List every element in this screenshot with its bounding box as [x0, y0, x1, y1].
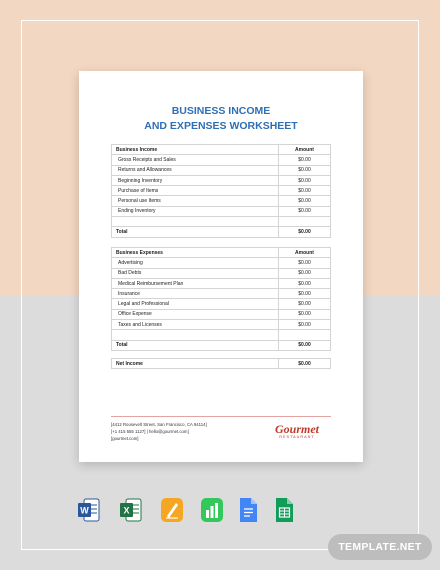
footer-address: [111, 421, 207, 443]
contact-line: [+1 415 555 1127] | hello@gourmet.com]: [111, 429, 189, 435]
income-table: [111, 144, 331, 238]
google-sheets-icon[interactable]: [274, 497, 296, 523]
row-amount: $0.00: [279, 299, 331, 309]
income-header-label: Business Income: [112, 145, 279, 155]
expenses-total-amount: $0.00: [279, 340, 331, 350]
row-amount: $0.00: [279, 320, 331, 330]
row-label: Office Expense: [112, 309, 279, 319]
logo-wordmark: Gourmet: [275, 422, 320, 436]
row-amount: $0.00: [279, 309, 331, 319]
empty-row: [112, 330, 331, 340]
row-label: Legal and Professional: [112, 299, 279, 309]
row-amount: $0.00: [279, 289, 331, 299]
row-amount: $0.00: [279, 155, 331, 165]
income-total-row: [112, 227, 331, 237]
row-label: Advertising: [112, 258, 279, 268]
row-label: Personal use Items: [112, 196, 279, 206]
row-amount: $0.00: [279, 206, 331, 216]
net-income-label: Net Income: [112, 359, 279, 369]
expenses-header-label: Business Expenses: [112, 248, 279, 258]
row-amount: $0.00: [279, 278, 331, 288]
expenses-total-label: Total: [112, 340, 279, 350]
table-row: [112, 206, 331, 216]
table-row: [112, 186, 331, 196]
table-row: [112, 258, 331, 268]
brand-label: TEMPLATE.NET: [338, 541, 422, 553]
logo-subtitle: RESTAURANT: [279, 435, 315, 439]
pages-icon[interactable]: [160, 497, 182, 523]
net-income-row: [112, 359, 331, 369]
row-label: Beginning Inventory: [112, 175, 279, 185]
gourmet-logo: [275, 423, 319, 440]
document-page: [79, 71, 363, 462]
table-row: [112, 155, 331, 165]
empty-row: [112, 217, 331, 227]
expenses-header-row: [112, 248, 331, 258]
website-line: [gourmet.com]: [111, 436, 139, 442]
row-amount: $0.00: [279, 186, 331, 196]
expenses-header-amount: Amount: [279, 248, 331, 258]
table-row: [112, 165, 331, 175]
table-row: [112, 320, 331, 330]
row-amount: $0.00: [279, 165, 331, 175]
row-label: Taxes and Licenses: [112, 320, 279, 330]
svg-text:X: X: [123, 505, 130, 516]
net-income-amount: $0.00: [279, 359, 331, 369]
income-header-amount: Amount: [279, 145, 331, 155]
income-total-amount: $0.00: [279, 227, 331, 237]
row-label: Returns and Allowances: [112, 165, 279, 175]
address-line: [4412 Roosevelt Street, San Francisco, CA 94114]: [111, 422, 207, 427]
income-total-label: Total: [112, 227, 279, 237]
table-row: [112, 289, 331, 299]
expenses-table: [111, 247, 331, 351]
expenses-total-row: [112, 340, 331, 350]
word-icon[interactable]: [78, 497, 100, 523]
row-label: Insurance: [112, 289, 279, 299]
row-label: Ending Inventory: [112, 206, 279, 216]
table-row: [112, 175, 331, 185]
title-line-2: AND EXPENSES WORKSHEET: [144, 120, 298, 132]
row-amount: $0.00: [279, 258, 331, 268]
table-row: [112, 299, 331, 309]
net-income-table: [111, 358, 331, 369]
row-amount: $0.00: [279, 268, 331, 278]
row-label: Medical Reimbursement Plan: [112, 278, 279, 288]
table-row: [112, 196, 331, 206]
title-line-1: BUSINESS INCOME: [171, 105, 271, 117]
row-amount: $0.00: [279, 196, 331, 206]
template-net-badge[interactable]: [328, 534, 432, 560]
row-label: Gross Receipts and Sales: [112, 155, 279, 165]
row-label: Purchase of Items: [112, 186, 279, 196]
table-row: [112, 278, 331, 288]
row-amount: $0.00: [279, 175, 331, 185]
row-label: Bad Debts: [112, 268, 279, 278]
table-row: [112, 309, 331, 319]
table-row: [112, 268, 331, 278]
footer-divider: [111, 416, 331, 417]
numbers-icon[interactable]: [200, 497, 222, 523]
google-docs-icon[interactable]: [238, 497, 260, 523]
income-header-row: [112, 145, 331, 155]
excel-icon[interactable]: [120, 497, 142, 523]
svg-text:W: W: [80, 505, 89, 516]
app-icons-row: [78, 497, 308, 525]
document-title: [79, 104, 363, 134]
